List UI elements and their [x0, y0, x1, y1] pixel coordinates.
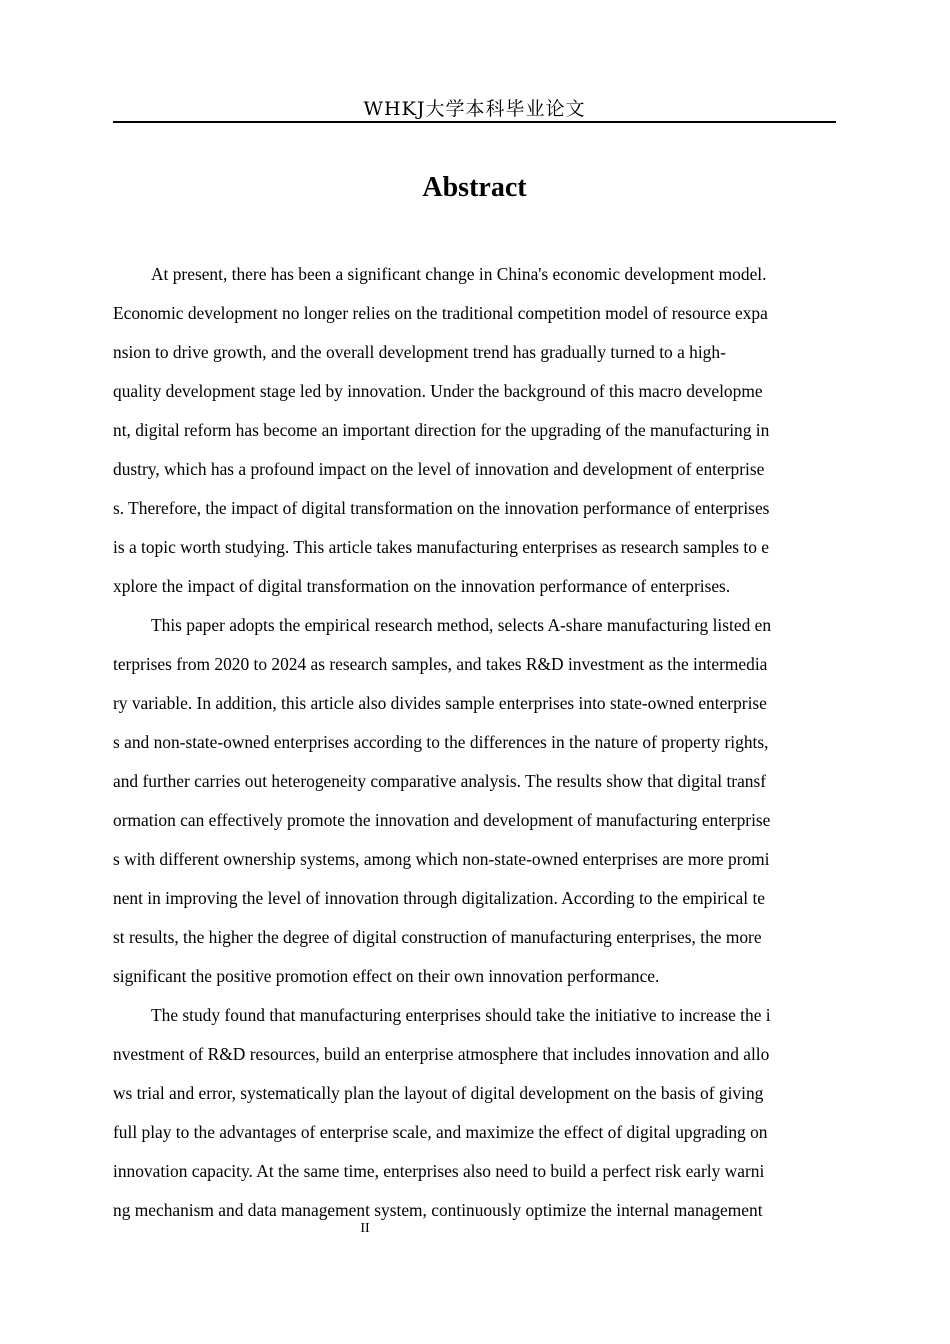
paragraph-3-line: The study found that manufacturing enterprises should take the initiative to increase the i — [151, 1005, 771, 1025]
paragraph-2-line: s and non-state-owned enterprises according to the differences in the nature of property rights, — [113, 732, 769, 752]
paragraph-2-line: st results, the higher the degree of digital construction of manufacturing enterprises, the more — [113, 927, 762, 947]
paragraph-2-line: and further carries out heterogeneity comparative analysis. The results show that digital transf — [113, 771, 767, 791]
paragraph-1-line: nsion to drive growth, and the overall development trend has gradually turned to a high- — [113, 342, 726, 362]
abstract-body — [113, 255, 836, 1230]
paragraph-1-line: xplore the impact of digital transformation on the innovation performance of enterprises. — [113, 576, 731, 596]
paragraph-2-line: nent in improving the level of innovation through digitalization. According to the empirical te — [113, 888, 765, 908]
paragraph-1-line: nt, digital reform has become an important direction for the upgrading of the manufacturing in — [113, 420, 770, 440]
paragraph-2-line: ry variable. In addition, this article also divides sample enterprises into state-owned enterprise — [113, 693, 767, 713]
header-divider — [113, 121, 836, 123]
paragraph-3-line: nvestment of R&D resources, build an enterprise atmosphere that includes innovation and allo — [113, 1044, 770, 1064]
paragraph-3-line: ws trial and error, systematically plan the layout of digital development on the basis of giving — [113, 1083, 764, 1103]
paragraph-2-line: s with different ownership systems, among which non-state-owned enterprises are more promi — [113, 849, 770, 869]
paragraph-1-line: At present, there has been a significant change in China's economic development model. — [151, 264, 767, 284]
paragraph-3-line: ng mechanism and data management system, continuously optimize the internal management — [113, 1200, 763, 1220]
page-number: II — [360, 1221, 370, 1236]
paragraph-1-line: s. Therefore, the impact of digital transformation on the innovation performance of enterprises — [113, 498, 770, 518]
paragraph-2-line: ormation can effectively promote the innovation and development of manufacturing enterprise — [113, 810, 771, 830]
paragraph-1-line: is a topic worth studying. This article takes manufacturing enterprises as research samples to e — [113, 537, 769, 557]
page-title: Abstract — [422, 172, 527, 203]
paragraph-3-line: full play to the advantages of enterprise scale, and maximize the effect of digital upgrading on — [113, 1122, 768, 1142]
paragraph-2-line: This paper adopts the empirical research method, selects A-share manufacturing listed en — [151, 615, 772, 635]
paragraph-3-line: innovation capacity. At the same time, enterprises also need to build a perfect risk early warni — [113, 1161, 765, 1181]
paragraph-2-line: terprises from 2020 to 2024 as research samples, and takes R&D investment as the intermedia — [113, 654, 768, 674]
running-header: WHKJ大学本科毕业论文 — [363, 98, 586, 120]
paragraph-1-line: dustry, which has a profound impact on the level of innovation and development of enterprise — [113, 459, 765, 479]
paragraph-2-line: significant the positive promotion effect on their own innovation performance. — [113, 966, 660, 986]
paragraph-1-line: quality development stage led by innovation. Under the background of this macro developme — [113, 381, 763, 401]
paragraph-1-line: Economic development no longer relies on the traditional competition model of resource expa — [113, 303, 768, 323]
